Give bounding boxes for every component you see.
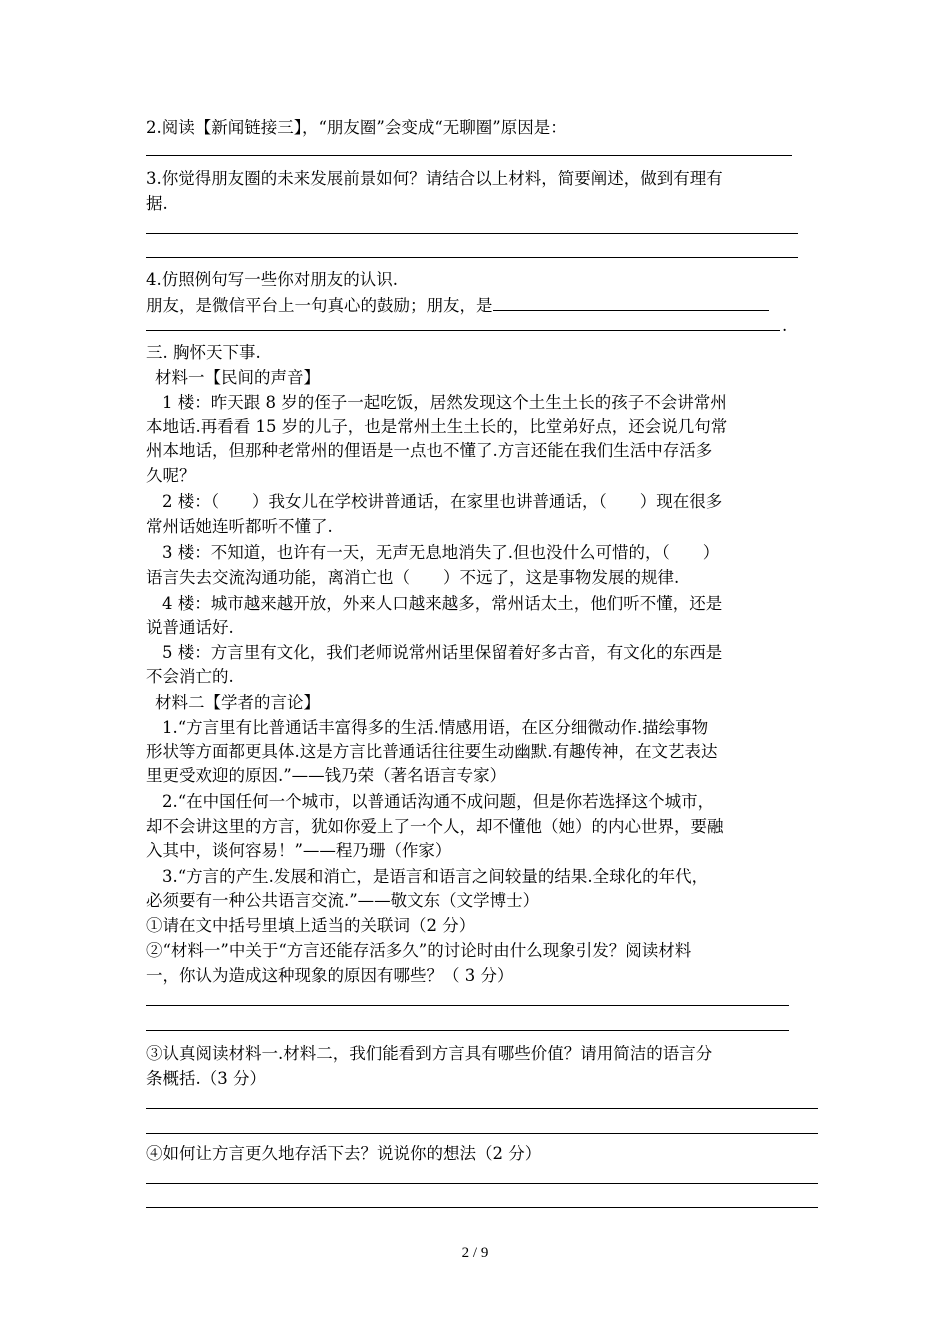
subquestion-3-line-1: ③认真阅读材料一.材料二，我们能看到方言具有哪些价值？请用简洁的语言分 <box>146 1044 713 1063</box>
question-4-example <box>146 292 769 319</box>
answer-line <box>146 1207 818 1208</box>
material-1-line: 4 楼：城市越来越开放，外来人口越来越多，常州话太土，他们听不懂，还是 <box>162 594 723 613</box>
answer-line <box>146 155 792 156</box>
fill-blank <box>493 292 769 311</box>
section-3-heading: 三. 胸怀天下事. <box>146 343 261 362</box>
answer-line <box>146 1005 789 1006</box>
material-1-line: 常州话她连听都听不懂了. <box>146 517 333 536</box>
example-sentence: 朋友，是微信平台上一句真心的鼓励；朋友，是 <box>146 296 493 315</box>
question-3-line-2: 据. <box>146 194 168 213</box>
answer-line <box>146 257 798 258</box>
question-2: 2.阅读【新闻链接三】，“朋友圈”会变成“无聊圈”原因是： <box>146 118 567 137</box>
material-1-line: 2 楼：（ ）我女儿在学校讲普通话，在家里也讲普通话，（ ）现在很多 <box>162 492 723 511</box>
material-2-title: 材料二【学者的言论】 <box>155 693 320 712</box>
subquestion-2-line-2: 一，你认为造成这种现象的原因有哪些？（ 3 分） <box>146 966 514 985</box>
material-2-line: 1.“方言里有比普通话丰富得多的生活.情感用语，在区分细微动作.描绘事物 <box>162 718 709 737</box>
answer-line <box>146 1133 818 1134</box>
question-4: 4.仿照例句写一些你对朋友的认识. <box>146 270 398 289</box>
answer-line <box>146 1183 818 1184</box>
material-2-line: 3.“方言的产生.发展和消亡，是语言和语言之间较量的结果.全球化的年代， <box>162 867 709 886</box>
material-1-line: 3 楼：不知道，也许有一天，无声无息地消失了.但也没什么可惜的，（ ） <box>162 543 720 562</box>
material-2-line: 里更受欢迎的原因.”——钱乃荣（著名语言专家） <box>146 766 507 785</box>
subquestion-4: ④如何让方言更久地存活下去？说说你的想法（2 分） <box>146 1144 542 1163</box>
end-mark: . <box>782 316 788 335</box>
material-1-line: 本地话.再看看 15 岁的儿子，也是常州土生土长的，比堂弟好点，还会说几句常 <box>146 417 728 436</box>
page-number: 2 / 9 <box>461 1245 489 1261</box>
material-2-line: 2.“在中国任何一个城市，以普通话沟通不成问题，但是你若选择这个城市， <box>162 792 715 811</box>
material-1-line: 语言失去交流沟通功能，离消亡也（ ）不远了，这是事物发展的规律. <box>146 568 680 587</box>
subquestion-1: ①请在文中括号里填上适当的关联词（2 分） <box>146 916 476 935</box>
subquestion-3-line-2: 条概括.（3 分） <box>146 1069 266 1088</box>
answer-line <box>146 233 798 234</box>
subquestion-2-line-1: ②“材料一”中关于“方言还能存活多久”的讨论时由什么现象引发？阅读材料 <box>146 941 692 960</box>
material-1-line: 5 楼：方言里有文化，我们老师说常州话里保留着好多古音，有文化的东西是 <box>162 643 723 662</box>
material-2-line: 却不会讲这里的方言，犹如你爱上了一个人，却不懂他（她）的内心世界，要融 <box>146 817 724 836</box>
answer-line <box>146 1108 818 1109</box>
material-2-line: 入其中，谈何容易！”——程乃珊（作家） <box>146 841 452 860</box>
material-1-line: 州本地话，但那种老常州的俚语是一点也不懂了.方言还能在我们生活中存活多 <box>146 441 713 460</box>
question-3-line-1: 3.你觉得朋友圈的未来发展前景如何？请结合以上材料，简要阐述，做到有理有 <box>146 169 723 188</box>
material-1-line: 1 楼：昨天跟 8 岁的侄子一起吃饭，居然发现这个土生土长的孩子不会讲常州 <box>162 393 727 412</box>
answer-line <box>146 1030 789 1031</box>
material-1-title: 材料一【民间的声音】 <box>155 368 320 387</box>
material-2-line: 必须要有一种公共语言交流.”——敬文东（文学博士） <box>146 891 540 910</box>
material-1-line: 久呢？ <box>146 466 196 485</box>
material-1-line: 说普通话好. <box>146 618 234 637</box>
material-1-line: 不会消亡的. <box>146 667 234 686</box>
answer-line <box>146 330 780 331</box>
material-2-line: 形状等方面都更具体.这是方言比普通话往往要生动幽默.有趣传神，在文艺表达 <box>146 742 718 761</box>
